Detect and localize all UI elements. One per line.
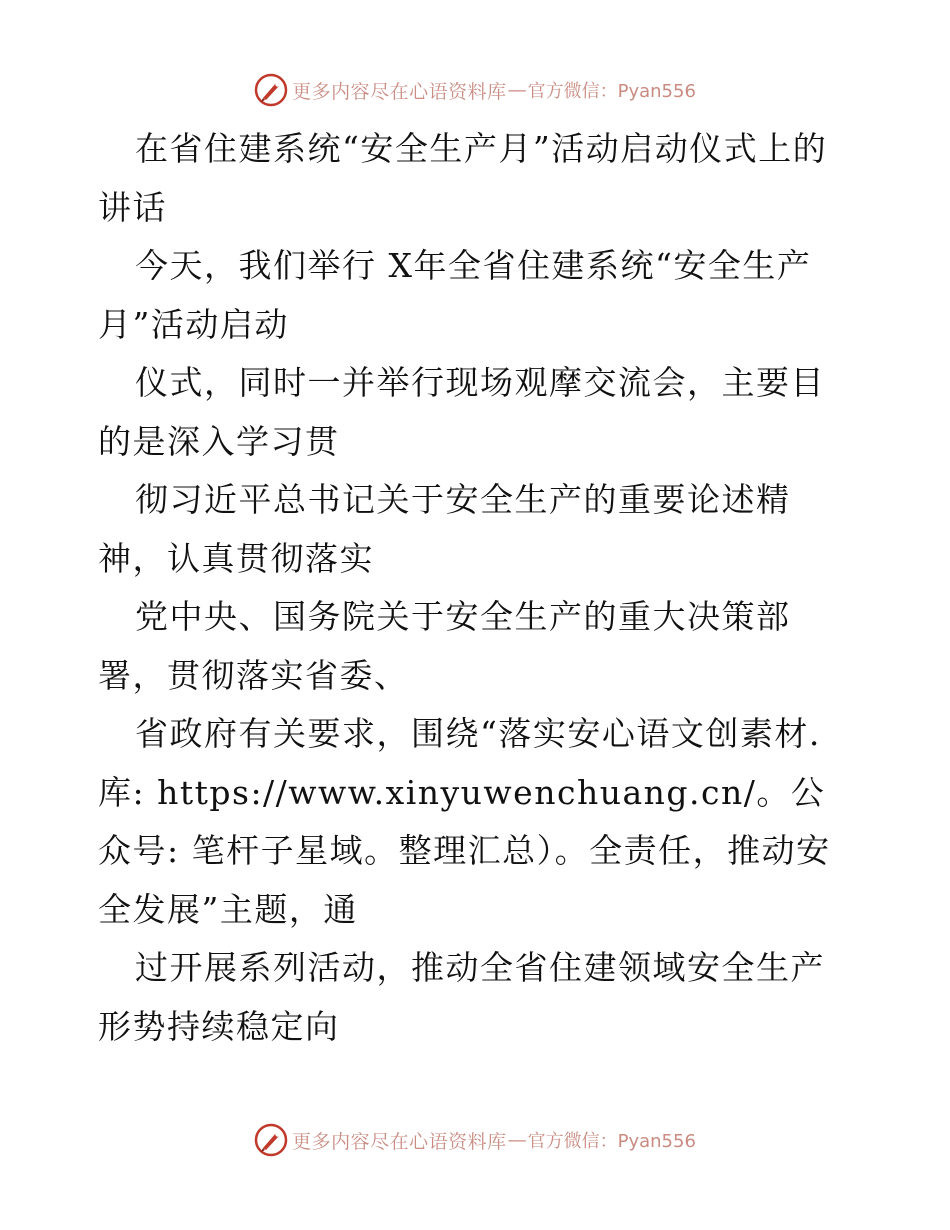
header-banner-text: 更多内容尽在心语资料库 — [292, 80, 507, 103]
footer-banner — [0, 1120, 950, 1160]
footer-banner-separator: — — [507, 1129, 527, 1151]
paragraph: 党中央、国务院关于安全生产的重大决策部署，贯彻落实省委、 — [98, 597, 791, 695]
header-banner-separator: — — [507, 79, 527, 101]
paragraph: 彻习近平总书记关于安全生产的重要论述精神，认真贯彻落实 — [98, 480, 791, 578]
header-banner — [0, 70, 950, 110]
header-banner-wechat: 官方微信：Pyan556 — [527, 81, 696, 102]
paragraph: 省政府有关要求，围绕“落实安心语文创素材.库: https://www.xinyuwenchuang.cn/。公众号: 笔杆子星域。整理汇总）。全责任，推动安全发展”主题，通 — [98, 714, 831, 929]
paragraph: 今天，我们举行 X年全省住建系统“安全生产月”活动启动 — [98, 246, 812, 344]
paragraph: 过开展系列活动，推动全省住建领域安全生产形势持续稳定向 — [98, 948, 825, 1046]
paragraph: 在省住建系统“安全生产月”活动启动仪式上的讲话 — [98, 129, 828, 227]
document-body — [98, 120, 858, 1056]
paragraph: 仪式，同时一并举行现场观摩交流会，主要目的是深入学习贯 — [98, 363, 825, 461]
pen-logo-icon — [254, 1123, 288, 1157]
pen-logo-icon — [254, 73, 288, 107]
footer-banner-text: 更多内容尽在心语资料库 — [292, 1130, 507, 1153]
footer-banner-wechat: 官方微信：Pyan556 — [527, 1131, 696, 1152]
